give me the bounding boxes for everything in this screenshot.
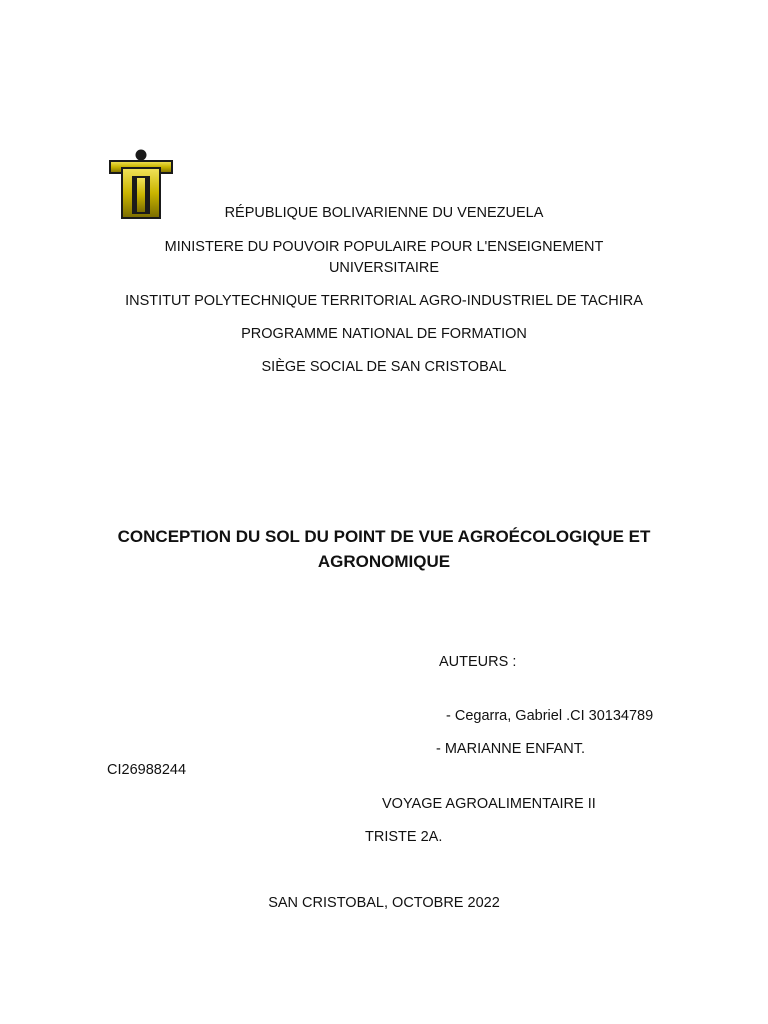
authors-label: AUTEURS : xyxy=(439,654,517,670)
ministry-line: MINISTERE DU POUVOIR POPULAIRE POUR L'ENSEIGNEMENT xyxy=(164,239,604,255)
author-2: - MARIANNE ENFANT. xyxy=(436,741,586,757)
place-date: SAN CRISTOBAL, OCTOBRE 2022 xyxy=(268,895,500,911)
author-1: - Cegarra, Gabriel .CI 30134789 xyxy=(446,708,654,724)
author-2-id: CI26988244 xyxy=(107,762,187,778)
institute-line: INSTITUT POLYTECHNIQUE TERRITORIAL AGRO-INDUSTRIEL DE TACHIRA xyxy=(125,293,643,309)
ministry-line-continued: UNIVERSITAIRE xyxy=(328,260,440,276)
republic-line: RÉPUBLIQUE BOLIVARIENNE DU VENEZUELA xyxy=(224,205,544,221)
document-title-line1: CONCEPTION DU SOL DU POINT DE VUE AGROÉCOLOGIQUE ET xyxy=(117,527,651,546)
document-title-line2: AGRONOMIQUE xyxy=(317,552,451,571)
seat-line: SIÈGE SOCIAL DE SAN CRISTOBAL xyxy=(261,359,507,375)
course-section: TRISTE 2A. xyxy=(365,829,443,845)
course-name: VOYAGE AGROALIMENTAIRE II xyxy=(382,796,596,812)
program-line: PROGRAMME NATIONAL DE FORMATION xyxy=(241,326,527,342)
